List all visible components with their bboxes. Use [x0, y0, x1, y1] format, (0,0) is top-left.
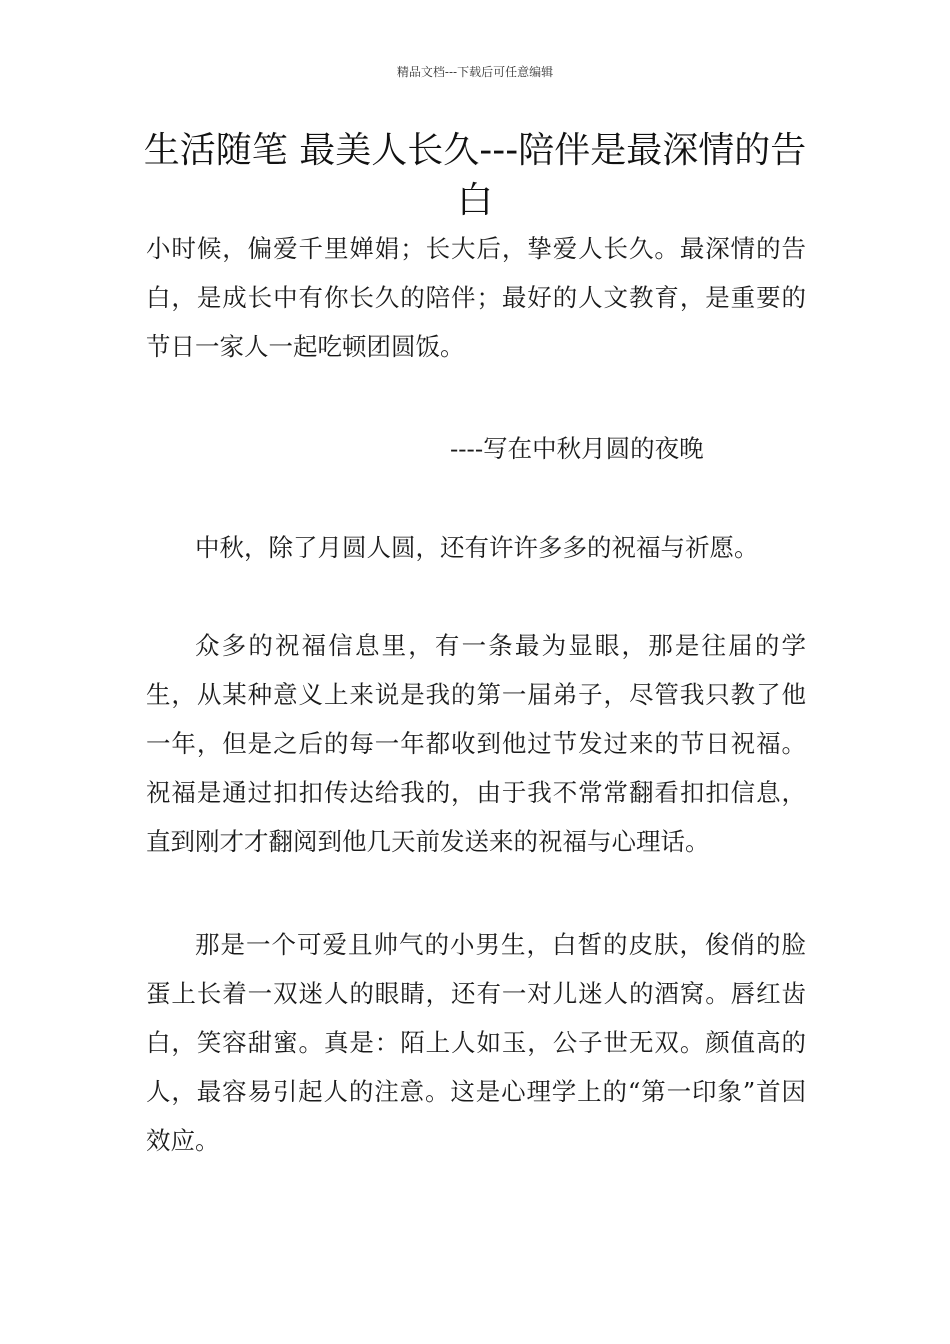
signature-line: ----写在中秋月圆的夜晚	[450, 434, 704, 463]
document-title: 生活随笔 最美人长久---陪伴是最深情的告白	[143, 130, 807, 221]
page-header: 精品文档---下载后可任意编辑	[396, 65, 554, 79]
paragraph-student-description: 那是一个可爱且帅气的小男生，白皙的皮肤，俊俏的脸蛋上长着一双迷人的眼睛，还有一对儿迷人的酒窝。唇红齿白，笑容甜蜜。真是：陌上人如玉，公子世无双。颜值高的人，最容易引起人的注意。这是心理学上的“第一印象”首因效应。	[146, 930, 806, 1155]
paragraph-mid-autumn: 中秋，除了月圆人圆，还有许许多多的祝福与祈愿。	[195, 533, 759, 562]
intro-paragraph: 小时候，偏爱千里婵娟；长大后，挚爱人长久。最深情的告白，是成长中有你长久的陪伴；最好的人文教育，是重要的节日一家人一起吃顿团圆饭。	[146, 234, 806, 361]
paragraph-student-greetings: 众多的祝福信息里，有一条最为显眼，那是往届的学生，从某种意义上来说是我的第一届弟子，尽管我只教了他一年，但是之后的每一年都收到他过节发过来的节日祝福。祝福是通过扣扣传达给我的，由于我不常常翻看扣扣信息，直到刚才才翻阅到他几天前发送来的祝福与心理话。	[146, 631, 806, 856]
